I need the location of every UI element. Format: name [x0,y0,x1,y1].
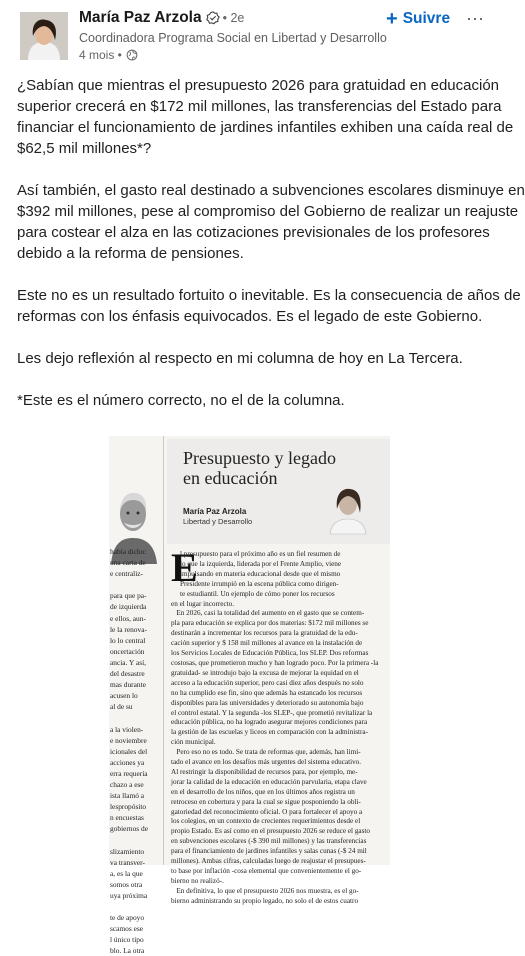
previous-column-line: acciones ya [110,757,145,767]
previous-column-line: erra requería [110,768,148,778]
post-text-line: reformas con los énfasis equivocados. Es el legado de este Gobierno. [17,308,483,325]
byline-name: María Paz Arzola [183,507,247,516]
avatar[interactable] [20,12,68,60]
plus-icon: + [386,8,398,30]
previous-column-line: e ellos, aun- [110,613,146,623]
previous-column-line: slizamiento [110,846,145,856]
post-paragraph [17,75,514,159]
article-body-line: costosas, que prometieron mucho y han logrado poco. Por la primera -la [171,658,379,667]
author-photo [327,479,369,534]
post-text-line: superior crecerá en $172 mil millones, las transferencias del Estado para [17,98,502,115]
post-text-line: Este no es un resultado fortuito o inevitable. Es la consecuencia de años de [17,287,521,304]
article-image[interactable] [109,436,390,956]
post-header [0,0,485,70]
previous-column-line: uya próxima [110,890,148,900]
article-body-line: los colegios, en un contexto de crecientes requerimientos desde el [171,817,361,826]
previous-column-line: a la violen- [110,724,144,734]
previous-column-line [110,712,158,723]
post-text-line: $392 mil millones, pese al compromiso del Gobierno de realizar un reajuste [17,203,519,220]
article-body-line: En 2026, casi la totalidad del aumento en el gasto que se contem- [171,609,365,618]
post-paragraph [17,180,525,264]
globe-icon [126,49,138,61]
previous-column-line: habia dicho: [110,547,147,556]
post-text-line: Les dejo reflexión al respecto en mi columna de hoy en La Tercera. [17,350,463,367]
column-divider [163,436,164,865]
article-body-line: Al restringir la disponibilidad de recursos para, por ejemplo, me- [171,767,358,776]
headline-line-1: Presupuesto y legado [183,448,336,468]
article-body-line: el control estatal. Y la segunda -los SLEP-, que prometió revitalizar la [171,708,373,717]
article-body-line: tado el avance en los desafíos más urgentes del sistema educativo. [171,758,362,767]
previous-column-line: n encuestas [110,813,144,823]
previous-column-line: lespropósito [110,802,147,812]
article-body-line: retroceso en cobertura y para la cual se sigue posponiendo la obli- [171,797,361,806]
previous-column-line: le la renova- [110,624,147,634]
previous-column-line: va transver- [110,857,145,867]
previous-column-line: e noviembre [110,735,147,745]
previous-column-line: mas durante [110,680,146,690]
article-body-line: to base por inflación -cosa elemental que convenientemente el go- [171,867,362,875]
previous-column-line: de izquierda [110,602,147,612]
previous-column-line [110,579,158,590]
post-body [17,75,525,432]
article-body-line: En definitiva, lo que el presupuesto 2026 nos muestra, es el go- [171,886,359,895]
article-body-line: en subvenciones escolares (-$ 390 mil millones) y las transferencias [171,837,367,846]
article-body-line: pla para educación se explica por dos materias: $172 mil millones se [171,619,369,628]
post-paragraph [17,390,485,411]
article-body-line: jorar la calidad de la educación en educación parvularia, etapa clave [171,777,367,786]
previous-column-line: scamos ese [110,924,144,934]
previous-column-line: gobiernos de [110,824,148,834]
author-name[interactable]: María Paz Arzola [79,9,202,26]
author-row [79,9,244,27]
previous-column-line: ancia. Y así, [110,657,146,667]
drop-cap: E [171,545,198,590]
previous-column-line: te de apoyo [110,913,145,923]
article-body-line: cación superior y $ 158 mil millones al avance en la instalación de [171,639,363,648]
post-text-line: *Este es el número correcto, no el de la columna. [17,392,345,409]
post-age: 4 mois • [79,48,122,62]
article-body-line: acceso a la educación superior, pero casi diez años después no solo [171,678,364,687]
previous-column-line: blo. La otra [110,946,145,956]
article-body-line: no ha cumplido ese fin, sino que además ha estancado los recursos [171,688,363,697]
previous-column-line: l único tipo [110,935,144,945]
previous-column-line: al de su [110,702,133,712]
article-body-line: en el lugar incorrecto. [171,599,235,608]
previous-column-line: acusen lo [110,691,138,701]
post-text-line: para costear el alza en las cotizaciones previsionales de los profesores [17,224,490,241]
article-body-line: Pero eso no es todo. Se trata de reformas que, además, han limi- [171,748,361,757]
article-body-line: impulsando en materia educacional desde que el mismo [171,569,341,578]
article-body-line: l presupuesto para el próximo año es un fiel resumen de [171,550,341,558]
byline-organization: Libertad y Desarrollo [183,517,253,526]
connection-degree: • 2e [222,11,245,25]
previous-column-line: lo lo central [110,635,146,645]
article-body-line: propio Estado. Es así como en el presupuesto 2026 se reduce el gasto [171,827,371,836]
article-body-line: ción municipal. [171,738,216,747]
author-headline: Coordinadora Programa Social en Libertad y Desarrollo [79,31,387,45]
article-body-line: lo que la izquierda, liderada por el Frente Amplio, viene [171,559,342,568]
previous-column-line: una carta de [110,558,146,568]
article-body-line: gratuidad- se introdujo bajo la excusa de mejorar la equidad en el [171,668,359,677]
previous-column-text [110,546,158,956]
post-paragraph [17,348,485,369]
post-text-line: debido a la reforma de pensiones. [17,245,244,262]
article-body-line: la gestión de las escuelas y liceos en comparación con la administra- [171,728,368,737]
previous-column-line: icionales del [110,746,148,756]
previous-column-line: a, es la que [110,868,143,878]
post-text-line: Así también, el gasto real destinado a subvenciones escolares disminuye en [17,182,525,199]
article-body-line: bierno administrando su propio legado, no solo el de estos cuatro [171,896,359,905]
previous-column-line [110,901,158,912]
follow-button[interactable] [386,10,450,28]
previous-column-line: ista llamó a [110,791,145,801]
previous-column-line: del desastre [110,669,145,679]
previous-column-line [110,834,158,845]
article-body-line: educación pública, no ha logrado asegurar mejores condiciones para [171,718,368,727]
headline-line-2: en educación [183,468,278,488]
previous-column-line: e centraliz- [110,569,144,579]
article-header [167,439,390,544]
previous-column-line: chazo a ese [110,779,144,789]
article-body-line: para el financiamiento de jardines infantiles y salas cunas (-$ 24 mil [171,847,367,856]
article-body-line: disponibles para las universidades y deteriorado su autonomía bajo [171,698,364,707]
follow-label: Suivre [402,10,451,27]
article-body-line: los Servicios Locales de Educación Pública, los SLEP. Dos reformas [171,649,369,658]
article-body-line: bierno no realizó-. [171,876,224,885]
post-text-line: $62,5 mil millones*? [17,140,152,157]
article-body-line: Presidente irrumpió en la escena pública como dirigen- [171,579,339,588]
previous-column-line: somos otra [110,879,143,889]
article-body-line: gatoriedad del reconocimiento oficial. O para fortalecer el apoyo a [171,807,363,816]
post-time [79,48,138,62]
post-text-line: ¿Sabían que mientras el presupuesto 2026 para gratuidad en educación [17,77,499,94]
previous-column [109,436,159,956]
previous-column-line: oncertación [110,646,145,656]
previous-column-line: para que pa- [110,591,147,601]
article-body-line: te estudiantil. Un ejemplo de cómo poner los recursos [171,589,335,598]
article-body-line: en el desarrollo de los niños, que en los últimos años registra un [171,787,355,796]
post-text-line: financiar el funcionamiento de jardines infantiles exhiben una caída real de [17,119,514,136]
verified-icon [206,11,220,25]
article-body-line: millones). Ambas cifras, calculadas luego de reajustar el presupues- [171,857,366,866]
post-paragraph [17,285,521,327]
article-body-line: destinarán a incrementar los recursos para la gratuidad de la edu- [171,629,358,638]
article-body [171,545,387,907]
article-headline [183,448,336,488]
more-icon[interactable]: ··· [466,8,484,28]
